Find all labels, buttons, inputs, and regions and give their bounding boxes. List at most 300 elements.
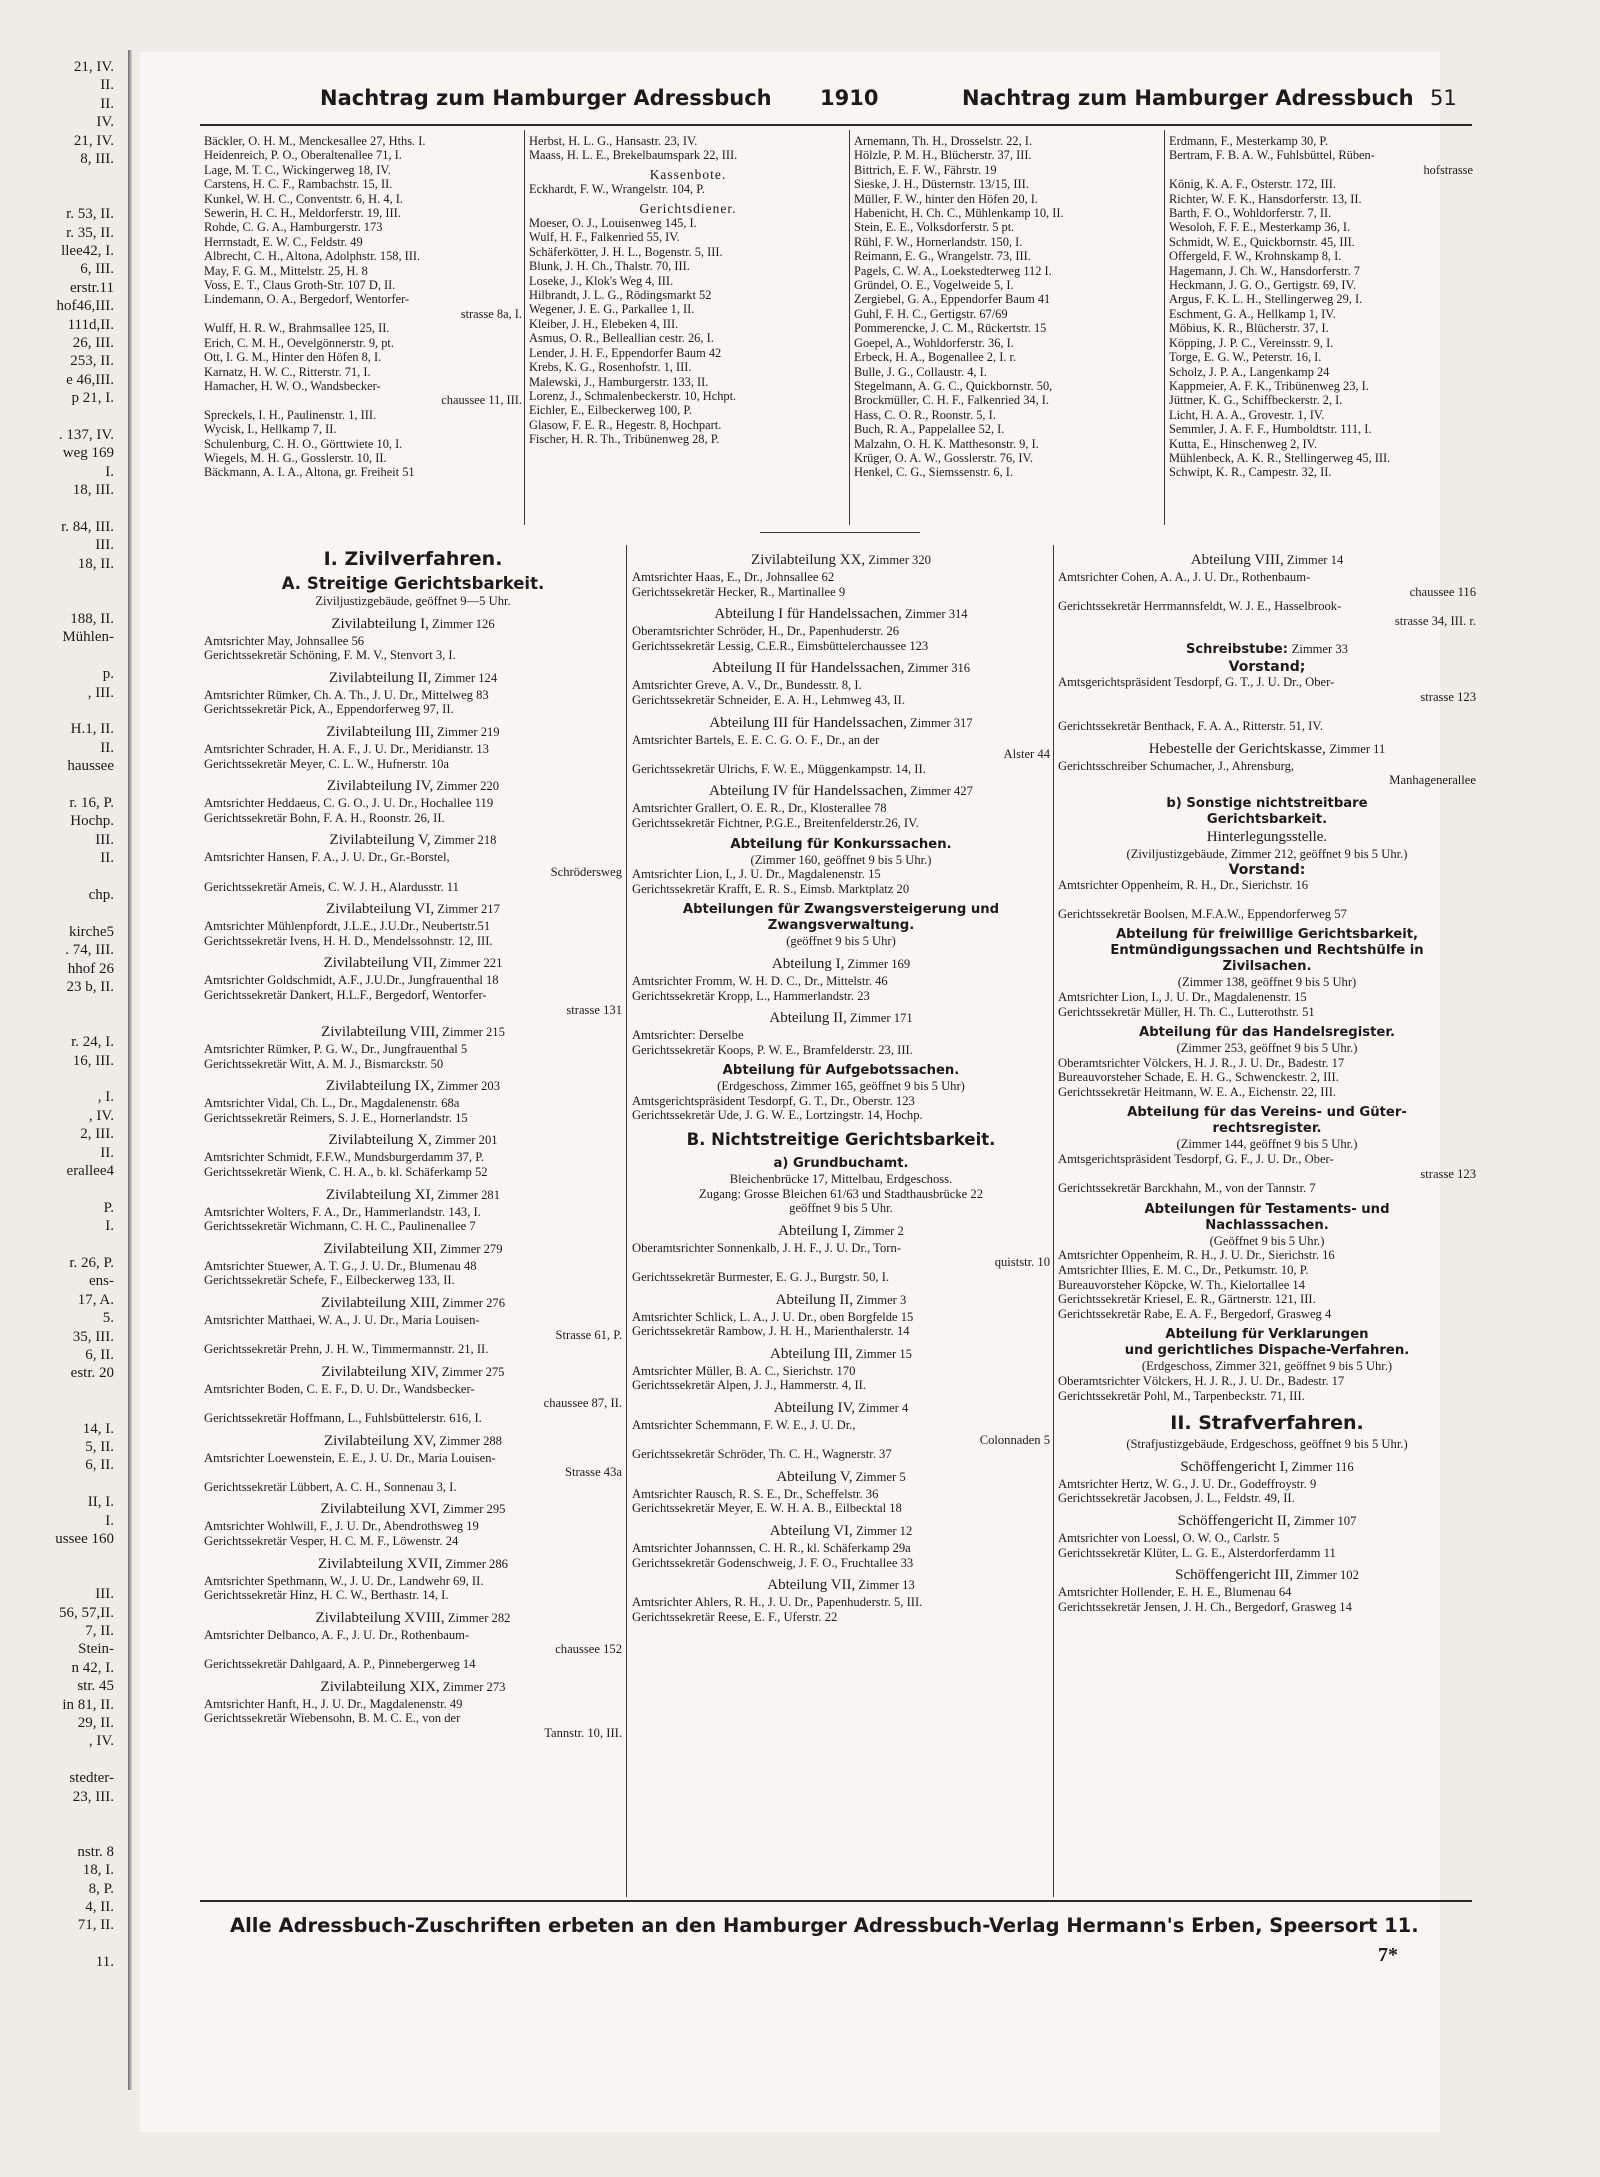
division-title (204, 1609, 622, 1628)
section-title-line: Abteilung für freiwillige Gerichtsbarkeit, (1115, 927, 1419, 943)
personnel-line: Gerichtssekretär Meyer, E. W. H. A. B., Eilbecktal 18 (632, 1501, 902, 1516)
entry-line: Semmler, J. A. F. F., Humboldtstr. 111, I. (1169, 422, 1372, 437)
personnel-line: Amtsrichter von Loessl, O. W. O., Carlstr. 5 (1058, 1530, 1280, 1545)
personnel-line: Amtsrichter Spethmann, W., J. U. Dr., Landwehr 69, II. (204, 1573, 484, 1588)
entry-line: Kutta, E., Hinschenweg 2, IV. (1169, 436, 1318, 451)
personnel-line: Amtsrichter Greve, A. V., Dr., Bundesstr. 8, I. (632, 678, 862, 693)
strip-fragment: r. 16, P. (69, 795, 114, 811)
division-title (632, 1009, 1050, 1028)
strip-fragment: Hochp. (70, 813, 114, 830)
page-number: 51 (1430, 86, 1457, 110)
personnel-line: Gerichtssekretär Burmester, E. G. J., Burgstr. 50, I. (632, 1270, 890, 1285)
entry-line: Lindemann, O. A., Bergedorf, Wentorfer- (204, 292, 410, 307)
personnel-line: strasse 131 (566, 1002, 622, 1017)
strip-fragment: 71, II. (77, 1917, 114, 1934)
entry-line: Lage, M. T. C., Wickingerweg 18, IV. (204, 162, 391, 177)
entry-line: Goepel, A., Wohldorferstr. 36, I. (854, 335, 1014, 350)
strip-fragment: . 137, IV. (58, 427, 114, 443)
division-name: Abteilung IV für Handelssachen, (709, 783, 908, 800)
directory-list (1169, 134, 1473, 480)
verein-note: (Zimmer 144, geöffnet 9 bis 5 Uhr.) (1176, 1137, 1358, 1152)
division-name: Abteilung VII, (767, 1577, 856, 1594)
entry-line: Lender, J. H. F., Eppendorfer Baum 42 (529, 345, 722, 360)
signature-mark: 7* (1378, 1944, 1398, 1966)
heading-vorstand: Vorstand: (1228, 861, 1306, 878)
division-name: Abteilung V, (776, 1468, 853, 1485)
entry-line: Krüger, O. A. W., Gosslerstr. 76, IV. (854, 450, 1033, 465)
konkurs-note: (Zimmer 160, geöffnet 9 bis 5 Uhr.) (750, 852, 932, 867)
personnel-line: Amtsrichter Hollender, E. H. E., Blumenau 64 (1058, 1585, 1292, 1600)
personnel-line: Gerichtssekretär Heitmann, W. E. A., Eichenstr. 22, III. (1058, 1084, 1337, 1099)
aufgebot-note: (Erdgeschoss, Zimmer 165, geöffnet 9 bis 5 Uhr) (717, 1079, 965, 1094)
strip-fragment: I. (105, 1218, 114, 1235)
personnel-line: Amtsrichter Stuewer, A. T. G., J. U. Dr., Blumenau 48 (204, 1258, 477, 1273)
division-name: Abteilung III für Handelssachen, (709, 714, 907, 731)
strip-fragment: 6, III. (80, 261, 114, 278)
division-title (204, 1500, 622, 1519)
heading-zivilverfahren: I. Zivilverfahren. (323, 548, 503, 570)
division-room: Zimmer 171 (846, 1011, 913, 1026)
division-room: Zimmer 316 (904, 661, 971, 676)
strip-fragment: stedter- (69, 1770, 114, 1787)
strip-fragment: II. (100, 77, 114, 94)
personnel-line: Amtsrichter Oppenheim, R. H., Dr., Sierichstr. 16 (1058, 877, 1309, 892)
schreibstube-room: Zimmer 33 (1291, 642, 1348, 657)
division-room: Zimmer 116 (1288, 1459, 1354, 1474)
personnel-line: Amtsrichter: Derselbe (632, 1028, 744, 1043)
header-year: 1910 (820, 86, 879, 110)
personnel-line: Gerichtssekretär Hecker, R., Martinallee 9 (632, 584, 846, 599)
entry-line: Richter, W. F. K., Hansdorferstr. 13, II. (1169, 191, 1362, 206)
division-room: Zimmer 218 (430, 833, 497, 848)
personnel-line: Amtsrichter Lion, I., J. U. Dr., Magdalenenstr. 15 (632, 867, 881, 882)
entry-line: Gründel, O. E., Vogelweide 5, I. (854, 278, 1014, 293)
section-title-line: Abteilung für das Vereins- und Güter- (1127, 1105, 1407, 1121)
personnel-line: Gerichtsschreiber Schumacher, J., Ahrensburg, (1058, 758, 1295, 773)
personnel-line: Amtsrichter Hertz, W. G., J. U. Dr., Godeffroystr. 9 (1058, 1476, 1317, 1491)
division-room: Zimmer 314 (901, 607, 968, 622)
directory-list (529, 182, 847, 196)
section-title-line: und gerichtliches Dispache-Verfahren. (1124, 1343, 1410, 1359)
strip-fragment: IV. (96, 114, 114, 131)
personnel-line: Amtsrichter Schlick, L. A., J. U. Dr., oben Borgfelde 15 (632, 1309, 914, 1324)
division-title (204, 900, 622, 919)
entry-line: Blunk, J. H. Ch., Thalstr. 70, III. (529, 259, 690, 274)
personnel-line: Amtsrichter Goldschmidt, A.F., J.U.Dr., Jungfrauenthal 18 (204, 973, 499, 988)
personnel-line: Strasse 43a (564, 1465, 622, 1480)
strip-fragment: 8, III. (80, 151, 114, 167)
strip-fragment: estr. 20 (70, 1365, 114, 1382)
personnel-line: Gerichtssekretär Pohl, M., Tarpenbeckstr. 71, III. (1058, 1388, 1305, 1403)
personnel-line: Amtsrichter Mühlenpfordt, J.L.E., J.U.Dr., Neubertstr.51 (204, 919, 491, 934)
division-room: Zimmer 281 (434, 1187, 501, 1202)
personnel-line: Gerichtssekretär Krafft, E. R. S., Eimsb. Marktplatz 20 (632, 881, 910, 896)
court-division-list (632, 551, 1050, 831)
entry-line: chaussee 11, III. (441, 393, 522, 408)
entry-line: Wulff, H. R. W., Brahmsallee 125, II. (204, 321, 390, 336)
entry-line: strasse 8a, I. (460, 306, 522, 321)
division-title (632, 1399, 1050, 1418)
entry-line: Wegener, J. E. G., Parkallee 1, II. (529, 302, 695, 317)
entry-line: Bäckler, O. H. M., Menckesallee 27, Hths. I. (204, 134, 426, 148)
strip-fragment: , IV. (88, 1733, 114, 1750)
entry-line: Erich, C. M. H., Oevelgönnerstr. 9, pt. (204, 335, 394, 350)
personnel-line: Gerichtssekretär Wichmann, C. H. C., Paulinenallee 7 (204, 1219, 476, 1234)
strip-fragment: II. (100, 850, 114, 867)
division-title (632, 1468, 1050, 1487)
heading-aufgebotssachen: Abteilung für Aufgebotssachen. (722, 1063, 960, 1079)
division-name: Zivilabteilung XV, (324, 1432, 437, 1449)
column-divider (1164, 130, 1165, 525)
division-name: Zivilabteilung XVII, (318, 1555, 443, 1572)
division-room: Zimmer 279 (436, 1241, 503, 1256)
division-name: Zivilabteilung III, (326, 723, 434, 740)
personnel-line: Gerichtssekretär Kriesel, E. R., Gärtnerstr. 121, III. (1058, 1292, 1316, 1307)
personnel-line: Oberamtsrichter Völckers, H. J. R., J. U. Dr., Badestr. 17 (1058, 1055, 1345, 1070)
heading-hebestelle: Hebestelle der Gerichtskasse, (1148, 740, 1326, 757)
division-name: Zivilabteilung II, (328, 669, 432, 686)
strafverfahren-note: (Strafjustizgebäude, Erdgeschoss, geöffnet 9 bis 5 Uhr.) (1126, 1437, 1408, 1452)
personnel-line: Gerichtssekretär Godenschweig, J. F. O., Fruchtallee 33 (632, 1555, 914, 1570)
personnel-list (1058, 759, 1476, 788)
division-title (204, 1294, 622, 1313)
column-divider (1053, 545, 1054, 1897)
frei-note: (Zimmer 138, geöffnet 9 bis 5 Uhr) (1177, 975, 1357, 990)
division-room: Zimmer 169 (844, 956, 911, 971)
page-fold-shadow (128, 50, 132, 2090)
strip-fragment: p. (102, 666, 114, 683)
entry-line: Wulf, H. F., Falkenried 55, IV. (529, 230, 680, 245)
strip-fragment: I. (105, 1512, 114, 1529)
section-title-line: Abteilungen für Testaments- und (1144, 1201, 1390, 1217)
personnel-line: Amtsgerichtspräsident Tesdorpf, G. T., J. U. Dr., Ober- (1058, 675, 1335, 690)
division-title (204, 1240, 622, 1259)
strip-fragment: erallee4 (66, 1163, 114, 1179)
division-room: Zimmer 13 (855, 1578, 915, 1593)
personnel-line: Gerichtssekretär Jensen, J. H. Ch., Bergedorf, Grasweg 14 (1058, 1599, 1352, 1614)
personnel-line: Amtsrichter Rümker, Ch. A. Th., J. U. Dr., Mittelweg 83 (204, 687, 489, 702)
personnel-line: Alster 44 (1003, 747, 1050, 762)
personnel-line (1058, 892, 1476, 907)
division-name: Schöffengericht II, (1177, 1512, 1291, 1529)
heading-testamente (1058, 1202, 1476, 1234)
entry-line: May, F. G. M., Mittelstr. 25, H. 8 (204, 263, 368, 278)
zwang-note: (geöffnet 9 bis 5 Uhr) (786, 934, 896, 949)
section-title-line: Abteilung für Verklarungen (1165, 1327, 1369, 1343)
entry-line: Wiegels, M. H. G., Gosslerstr. 10, II. (204, 450, 387, 465)
personnel-list (632, 867, 1050, 896)
personnel-line: Gerichtssekretär Benthack, F. A. A., Ritterstr. 51, IV. (1058, 719, 1323, 734)
division-name: Abteilung VIII, (1190, 552, 1284, 568)
division-name: Abteilung II, (769, 1010, 847, 1027)
division-room: Zimmer 320 (865, 553, 931, 567)
personnel-line: Gerichtssekretär Wienk, C. H. A., b. kl. Schäferkamp 52 (204, 1165, 488, 1180)
division-title (632, 659, 1050, 678)
heading-verklarungen (1058, 1327, 1476, 1359)
personnel-list (1058, 990, 1476, 1019)
directory-list (529, 134, 847, 163)
strip-fragment: 18, II. (77, 555, 114, 572)
entry-line: Möbius, K. R., Blücherstr. 37, I. (1169, 321, 1329, 336)
division-title (204, 1186, 622, 1205)
info-line: Bleichenbrücke 17, Mittelbau, Erdgeschoss. (729, 1172, 953, 1187)
division-title (1058, 551, 1476, 570)
personnel-line: Amtsrichter Haas, E., Dr., Johnsallee 62 (632, 570, 835, 584)
personnel-line: Gerichtssekretär Lübbert, A. C. H., Sonnenau 3, I. (204, 1479, 457, 1494)
division-title (632, 955, 1050, 974)
heading-vereinsregister (1058, 1105, 1476, 1137)
court-division-list (632, 1222, 1050, 1625)
personnel-line: Gerichtssekretär Ude, J. G. W. E., Lortzingstr. 14, Hochp. (632, 1108, 923, 1123)
directory-column-3 (854, 134, 1162, 524)
division-name: Abteilung II, (775, 1291, 854, 1308)
personnel-line: Gerichtssekretär Koops, P. W. E., Bramfelderstr. 23, III. (632, 1042, 913, 1057)
personnel-list (1058, 1056, 1476, 1100)
division-room: Zimmer 3 (853, 1292, 907, 1307)
personnel-line: Amtsrichter Loewenstein, E. E., J. U. Dr., Maria Louisen- (204, 1450, 496, 1465)
personnel-line: Gerichtssekretär Meyer, C. L. W., Hufnerstr. 10a (204, 756, 450, 771)
strip-fragment: Mühlen- (62, 629, 114, 646)
entry-line: Fischer, H. R. Th., Tribünenweg 28, P. (529, 432, 720, 447)
strip-fragment: in 81, II. (62, 1696, 114, 1713)
personnel-line: Amtsrichter Heddaeus, C. G. O., J. U. Dr., Hochallee 119 (204, 796, 494, 811)
personnel-line: Amtsrichter Hansen, F. A., J. U. Dr., Gr.-Borstel, (204, 850, 450, 865)
strip-fragment: 188, II. (70, 611, 114, 627)
entry-line: Offergeld, F. W., Krohnskamp 8, I. (1169, 249, 1342, 264)
entry-line: Argus, F. K. L. H., Stellingerweg 29, I. (1169, 292, 1363, 307)
personnel-line: Bureauvorsteher Köpcke, W. Th., Kielortallee 14 (1058, 1277, 1306, 1292)
division-room: Zimmer 4 (855, 1401, 909, 1415)
heading-kassenbote: Kassenbote. (649, 166, 727, 182)
entry-line: Bertram, F. B. A. W., Fuhlsbüttel, Rüben- (1169, 148, 1375, 163)
personnel-line: Gerichtssekretär Reimers, S. J. E., Hornerlandstr. 15 (204, 1110, 468, 1125)
personnel-line: Gerichtssekretär Dahlgaard, A. P., Pinnebergerweg 14 (204, 1656, 476, 1671)
header-rule (200, 124, 1472, 126)
strip-fragment: weg 169 (62, 445, 114, 462)
personnel-line: Gerichtssekretär Barckhahn, M., von der Tannstr. 7 (1058, 1181, 1316, 1196)
strip-fragment: 6, II. (85, 1457, 114, 1474)
strip-fragment: I. (105, 463, 114, 480)
division-room: Zimmer 295 (439, 1502, 506, 1517)
entry-line: Bulle, J. G., Collaustr. 4, I. (854, 364, 987, 379)
entry-line: Lorenz, J., Schmalenbeckerstr. 10, Hchpt. (529, 388, 737, 403)
heading-handelsregister: Abteilung für das Handelsregister. (1139, 1025, 1395, 1041)
header-right-title: Nachtrag zum Hamburger Adressbuch (962, 86, 1414, 110)
division-title (204, 1678, 622, 1697)
division-name: Zivilabteilung XX, (751, 552, 866, 568)
entry-line: Buch, R. A., Pappelallee 52, I. (854, 422, 1005, 437)
entry-line: Eckhardt, F. W., Wrangelstr. 104, P. (529, 182, 705, 197)
heading-streitige-gerichtsbarkeit: A. Streitige Gerichtsbarkeit. (281, 574, 545, 593)
strip-fragment: 253, II. (70, 353, 114, 370)
heading-strafverfahren: II. Strafverfahren. (1170, 1412, 1364, 1435)
division-name: Abteilung IV, (773, 1400, 856, 1416)
division-name: Abteilung I, (771, 955, 845, 972)
division-name: Zivilabteilung IX, (325, 1078, 435, 1095)
division-name: Zivilabteilung V, (329, 832, 431, 849)
entry-line: Rohde, C. G. A., Hamburgerstr. 173 (204, 220, 383, 235)
personnel-line: Colonnaden 5 (979, 1432, 1050, 1447)
personnel-line: Gerichtssekretär Rabe, E. A. F., Bergedorf, Grasweg 4 (1058, 1306, 1332, 1321)
personnel-line: Gerichtssekretär Hinz, H. C. W., Berthastr. 14, I. (204, 1588, 449, 1603)
personnel-list (632, 1094, 1050, 1123)
entry-line: Müller, F. W., hinter den Höfen 20, I. (854, 191, 1038, 206)
division-room: Zimmer 276 (439, 1296, 506, 1311)
strip-fragment: III. (95, 537, 114, 554)
division-title (632, 782, 1050, 801)
entry-line: Carstens, H. C. F., Rambachstr. 15, II. (204, 177, 393, 192)
division-room: Zimmer 12 (852, 1523, 913, 1538)
division-title (632, 714, 1050, 733)
division-name: Zivilabteilung XVI, (320, 1501, 440, 1518)
heading-zwangsverwaltung: Zwangsverwaltung. (767, 918, 915, 934)
personnel-line: Gerichtssekretär Alpen, J. J., Hammerstr. 4, II. (632, 1378, 866, 1393)
entry-line: Schäferkötter, J. H. L., Bogenstr. 5, III. (529, 244, 723, 259)
division-title (632, 1291, 1050, 1310)
division-title (1058, 1458, 1476, 1477)
entry-line: Maass, H. L. E., Brekelbaumspark 22, III. (529, 148, 738, 163)
strip-fragment: 16, III. (72, 1052, 114, 1069)
entry-line: Erbeck, H. A., Bogenallee 2, I. r. (854, 350, 1017, 365)
column-divider (524, 130, 525, 525)
division-title (204, 1077, 622, 1096)
heading-schreibstube: Schreibstube: (1186, 642, 1288, 658)
entry-line: Stein, E. E., Volksdorferstr. 5 pt. (854, 220, 1015, 235)
division-title (632, 1522, 1050, 1541)
entry-line: Albrecht, C. H., Altona, Adolphstr. 158, III. (204, 249, 421, 264)
strip-fragment: 6, II. (85, 1347, 114, 1363)
personnel-line (1058, 705, 1476, 720)
previous-page-strip (0, 60, 118, 1990)
section-title-line: Entmündigungssachen und Rechtshülfe in (1110, 943, 1424, 959)
personnel-line: Amtsgerichtspräsident Tesdorpf, G. F., J. U. Dr., Ober- (1058, 1152, 1334, 1167)
division-room: Zimmer 5 (852, 1469, 906, 1484)
division-name: Schöffengericht III, (1175, 1567, 1294, 1584)
personnel-line: Gerichtssekretär Reese, E. F., Uferstr. 22 (632, 1609, 838, 1624)
division-room: Zimmer 126 (428, 616, 495, 631)
division-title (204, 1432, 622, 1451)
division-room: Zimmer 219 (433, 724, 500, 739)
personnel-line: Amtsrichter Müller, B. A. C., Sierichstr. 170 (632, 1363, 856, 1378)
strip-fragment: P. (103, 1199, 114, 1216)
section-rule (760, 532, 920, 533)
division-room: Zimmer 203 (434, 1079, 501, 1094)
division-title (204, 954, 622, 973)
strip-fragment: kirche5 (69, 923, 114, 940)
entry-line: Brockmüller, C. H. F., Falkenried 34, I. (854, 393, 1050, 408)
personnel-line: chaussee 87, II. (543, 1396, 622, 1411)
heading-sonstige: b) Sonstige nichtstreitbare (1166, 795, 1368, 811)
strip-fragment: hhof 26 (67, 960, 114, 977)
personnel-line: Amtsrichter Grallert, O. E. R., Dr., Klosterallee 78 (632, 801, 887, 816)
division-name: Zivilabteilung XIV, (321, 1363, 439, 1380)
division-room: Zimmer 124 (431, 670, 498, 685)
nichtstreitige-column (1058, 545, 1476, 1900)
entry-line: Malewski, J., Hamburgerstr. 133, II. (529, 374, 709, 389)
entry-line: Karnatz, H. W. C., Ritterstr. 71, I. (204, 364, 371, 379)
heading-gerichtsdiener: Gerichtsdiener. (639, 200, 737, 216)
division-room: Zimmer 215 (439, 1025, 505, 1040)
heading-nichtstreitige-gerichtsbarkeit: B. Nichtstreitige Gerichtsbarkeit. (686, 1130, 996, 1150)
personnel-line: chaussee 152 (555, 1642, 622, 1657)
division-title (204, 1363, 622, 1382)
personnel-line: chaussee 116 (1409, 584, 1476, 599)
entry-line: Jüttner, K. G., Schiffbeckerstr. 2, I. (1169, 393, 1343, 408)
division-room: Zimmer 102 (1293, 1568, 1359, 1583)
strip-fragment: p 21, I. (71, 390, 114, 407)
entry-line: Voss, E. T., Claus Groth-Str. 107 D, II. (204, 278, 396, 293)
strip-fragment: hof46,III. (56, 298, 114, 315)
court-division-list (204, 615, 622, 1741)
entry-line: Hamacher, H. W. O., Wandsbecker- (204, 378, 381, 393)
personnel-line: Amtsrichter Wohlwill, F., J. U. Dr., Abendrothsweg 19 (204, 1519, 479, 1534)
personnel-line: Amtsrichter Matthaei, W. A., J. U. Dr., Maria Louisen- (204, 1313, 480, 1328)
entry-line: Eschment, G. A., Hellkamp 1, IV. (1169, 306, 1336, 321)
entry-line: hofstrasse (1423, 162, 1473, 177)
court-division-list (632, 955, 1050, 1057)
entry-line: Glasow, F. E. R., Hegestr. 8, Hochpart. (529, 417, 722, 432)
grundbuch-info (632, 1172, 1050, 1216)
strip-fragment: 29, II. (77, 1715, 114, 1731)
division-room: Zimmer 275 (438, 1364, 505, 1379)
entry-line: Habenicht, H. Ch. C., Mühlenkamp 10, II. (854, 206, 1064, 221)
division-room: Zimmer 286 (442, 1556, 508, 1571)
strip-fragment: e 46,III. (66, 371, 114, 388)
personnel-line: Manhagenerallee (1389, 773, 1476, 788)
entry-line: Heidenreich, P. O., Oberaltenallee 71, I. (204, 148, 402, 163)
entry-line: Krebs, K. G., Rosenhofstr. 1, III. (529, 360, 692, 375)
division-name: Zivilabteilung VI, (326, 901, 435, 918)
column-divider (626, 545, 627, 1897)
personnel-line: strasse 123 (1420, 1166, 1476, 1181)
personnel-line: Amtsrichter Wolters, F. A., Dr., Hammerlandstr. 143, I. (204, 1204, 481, 1219)
footer-notice: Alle Adressbuch-Zuschriften erbeten an den Hamburger Adressbuch-Verlag Hermann's Erben, Speersort 11. (230, 1914, 1419, 1937)
division-room: Zimmer 217 (434, 902, 500, 917)
entry-line: Kleiber, J. H., Elebeken 4, III. (529, 316, 679, 331)
heading-zwangsversteigerung: Abteilungen für Zwangsversteigerung und (682, 902, 1000, 918)
personnel-line: Gerichtssekretär Rambow, J. H. H., Marienthalerstr. 14 (632, 1324, 910, 1339)
personnel-line: Amtsrichter May, Johnsallee 56 (204, 633, 365, 648)
personnel-line: Amtsrichter Ahlers, R. H., J. U. Dr., Papenhuderstr. 5, III. (632, 1595, 923, 1610)
info-line: geöffnet 9 bis 5 Uhr. (789, 1201, 893, 1216)
strip-fragment: III. (95, 831, 114, 848)
header-left-title: Nachtrag zum Hamburger Adressbuch (320, 86, 772, 110)
strip-fragment: 21, IV. (73, 132, 114, 149)
personnel-line: Amtsrichter Boden, C. E. F., D. U. Dr., Wandsbecker- (204, 1381, 475, 1396)
strip-fragment: r. 53, II. (66, 206, 114, 223)
test-note: (Geöffnet 9 bis 5 Uhr.) (1209, 1233, 1325, 1248)
division-name: Abteilung I, (778, 1222, 851, 1239)
division-room: Zimmer 221 (436, 956, 503, 971)
personnel-line: Gerichtssekretär Dankert, H.L.F., Bergedorf, Wentorfer- (204, 987, 487, 1002)
division-title (204, 1023, 622, 1042)
personnel-list (1058, 675, 1476, 733)
info-line: Zugang: Grosse Bleichen 61/63 und Stadthausbrücke 22 (698, 1186, 983, 1201)
division-room: Zimmer 15 (852, 1346, 912, 1361)
personnel-line: Amtsrichter Bartels, E. E. C. G. O. F., Dr., an der (632, 732, 880, 747)
personnel-line: Gerichtssekretär Witt, A. M. J., Bismarckstr. 50 (204, 1056, 444, 1071)
division-title (204, 777, 622, 796)
personnel-line: Amtsrichter Cohen, A. A., J. U. Dr., Rothenbaum- (1058, 570, 1311, 584)
division-name: Zivilabteilung X, (328, 1132, 432, 1149)
personnel-line: Amtsrichter Rümker, P. G. W., Dr., Jungfrauenthal 5 (204, 1042, 468, 1057)
personnel-line: Gerichtssekretär Fichtner, P.G.E., Breitenfelderstr.26, IV. (632, 815, 919, 830)
personnel-line: Amtsrichter Illies, E. M. C., Dr., Petkumstr. 10, P. (1058, 1263, 1309, 1278)
personnel-line: Schrödersweg (550, 864, 622, 879)
entry-line: Eichler, E., Eilbeckerweg 100, P. (529, 403, 692, 418)
entry-line: Schmidt, W. E., Quickbornstr. 45, III. (1169, 234, 1355, 249)
division-title (204, 615, 622, 634)
